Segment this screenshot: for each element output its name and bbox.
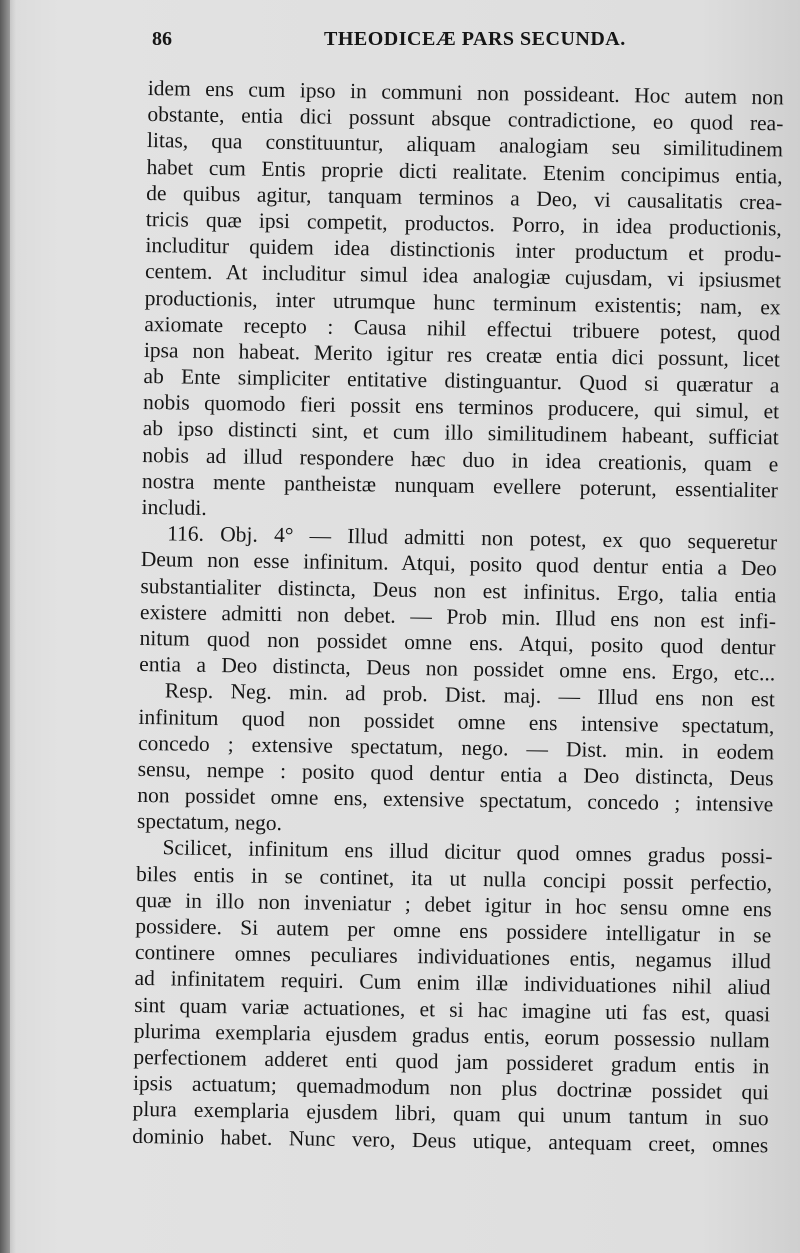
text-line: plura exemplaria ejusdem libri, quam qui unum tantum in suo: [132, 1097, 769, 1131]
text-line: sensu, nempe : posito quod dentur entia a Deo distincta, Deus: [137, 756, 774, 791]
text-line: habet cum Entis proprie dicti realitate. Etenim concipimus entia,: [146, 154, 783, 188]
text-line: 116. Obj. 4° — Illud admitti non potest, ex quo sequeretur: [167, 521, 778, 555]
text-line: entia a Deo distincta, Deus non possidet omne ens. Ergo, etc...: [139, 652, 776, 686]
text-line: centem. At includitur simul idea analogiæ cujusdam, vi ipsiusmet: [144, 259, 782, 293]
text-line: Deum non esse infinitum. Atqui, posito quod dentur entia a Deo: [140, 547, 777, 581]
text-line: infinitum quod non possidet omne ens intensive spectatum,: [138, 704, 775, 738]
text-line: nostra mente pantheistæ nunquam evellere poterunt, essentialiter: [141, 468, 779, 503]
text-line: dominio habet. Nunc vero, Deus utique, antequam creet, omnes: [132, 1123, 769, 1157]
text-line: ab ipso distincti sint, et cum illo similitudinem habeant, sufficiat: [142, 416, 779, 450]
text-line: nitum quod non possidet omne ens. Atqui, posito quod dentur: [139, 625, 776, 660]
text-line: nobis ad illud respondere hæc duo in idea creationis, quam e: [142, 442, 779, 477]
text-line: non possidet omne ens, extensive spectatum, concedo ; intensive: [137, 782, 774, 817]
text-line: includi.: [141, 494, 207, 520]
body-text: [132, 75, 784, 1158]
text-line: biles entis in se continet, ita ut nulla concipi possit perfectio,: [135, 861, 773, 895]
book-spine: [0, 0, 10, 1253]
text-line: includitur quidem idea distinctionis inter productum et produ-: [145, 233, 782, 267]
text-line: substantialiter distincta, Deus non est infinitus. Ergo, talia entia: [140, 573, 777, 607]
text-line: plurima exemplaria ejusdem gradus entis, eorum possessio nullam: [133, 1018, 770, 1053]
running-title: THEODICEÆ PARS SECUNDA.: [324, 28, 626, 50]
text-line: ipsis actuatum; quemadmodum non plus doctrinæ possidet qui: [132, 1071, 770, 1105]
text-line: idem ens cum ipso in communi non possideant. Hoc autem non: [147, 75, 784, 110]
text-line: obstante, entia dici possunt absque contradictione, eo quod rea-: [147, 102, 784, 136]
text-line: Resp. Neg. min. ad prob. Dist. maj. — Illud ens non est: [164, 678, 775, 712]
text-line: ab Ente simpliciter entitative distinguantur. Quod si quæratur a: [143, 364, 780, 398]
text-line: possidere. Si autem per omne ens possidere intelligatur in se: [135, 913, 772, 948]
text-line: concedo ; extensive spectatum, nego. — Dist. min. in eodem: [137, 730, 775, 765]
text-line: de quibus agitur, tanquam terminos a Deo, vi causalitatis crea-: [146, 180, 783, 215]
text-line: productionis, inter utrumque hunc terminum existentis; nam, ex: [144, 285, 781, 319]
page-header: [152, 28, 782, 58]
text-line: existere admitti non debet. — Prob min. Illud ens non est infi-: [139, 599, 777, 634]
text-line: litas, qua constituuntur, aliquam analogiam seu similitudinem: [146, 128, 784, 162]
text-line: sint quam variæ actuationes, et si hac imagine uti fas est, quasi: [134, 992, 771, 1026]
text-line: tricis quæ ipsi competit, productos. Porro, in idea productionis,: [145, 206, 782, 241]
text-line: perfectionem adderet enti quod jam possideret gradum entis in: [133, 1044, 770, 1079]
text-line: quæ in illo non inveniatur ; debet igitur in hoc sensu omne ens: [135, 887, 772, 922]
text-line: ipsa non habeat. Merito igitur res creatæ entia dici possunt, licet: [143, 337, 781, 372]
page-number: 86: [152, 28, 172, 50]
text-line: nobis quomodo fieri possit ens terminos producere, qui simul, et: [142, 390, 780, 424]
text-line: Scilicet, infinitum ens illud dicitur quod omnes gradus possi-: [162, 835, 773, 869]
text-line: axiomate recepto : Causa nihil effectui tribuere potest, quod: [144, 311, 781, 346]
text-line: ad infinitatem requiri. Cum enim illæ individuationes nihil aliud: [134, 966, 771, 1000]
text-line: spectatum, nego.: [136, 809, 283, 836]
text-line: continere omnes peculiares individuationes entis, negamus illud: [134, 940, 772, 974]
